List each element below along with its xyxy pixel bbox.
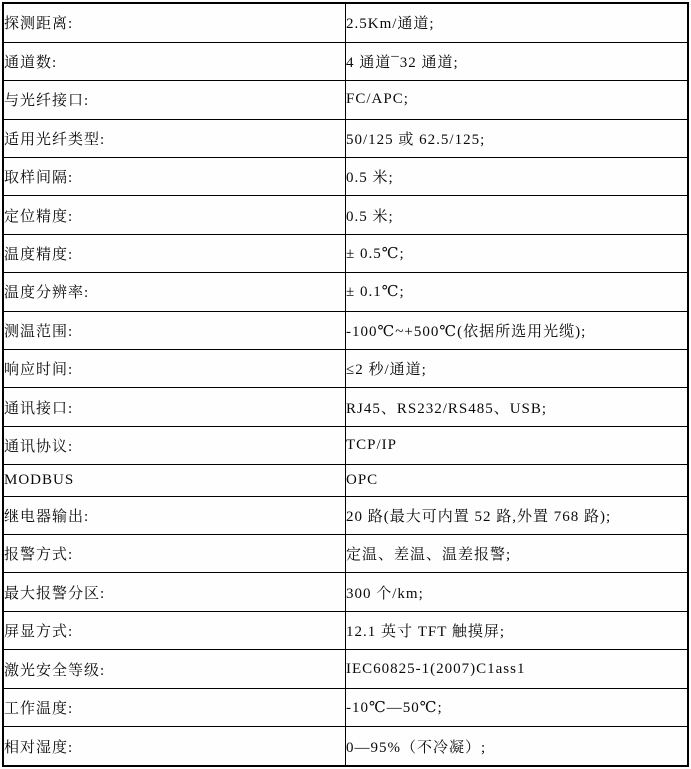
- spec-value: 4 通道¯32 通道;: [346, 42, 689, 80]
- spec-label: 响应时间:: [3, 350, 346, 388]
- spec-value: 300 个/km;: [346, 573, 689, 611]
- spec-label: 通讯协议:: [3, 426, 346, 464]
- spec-label: 探测距离:: [3, 3, 346, 42]
- spec-value: IEC60825-1(2007)C1ass1: [346, 650, 689, 688]
- table-row: [3, 611, 688, 649]
- table-row: [3, 311, 688, 349]
- spec-label: 通道数:: [3, 42, 346, 80]
- table-row: [3, 81, 688, 119]
- spec-value: -100℃~+500℃(依据所选用光缆);: [346, 311, 689, 349]
- spec-label: 温度精度:: [3, 234, 346, 272]
- spec-label: 取样间隔:: [3, 158, 346, 196]
- spec-label: 最大报警分区:: [3, 573, 346, 611]
- spec-value: RJ45、RS232/RS485、USB;: [346, 388, 689, 426]
- spec-label: 温度分辨率:: [3, 273, 346, 311]
- spec-value: FC/APC;: [346, 81, 689, 119]
- spec-value: 50/125 或 62.5/125;: [346, 119, 689, 157]
- spec-value: ± 0.5℃;: [346, 234, 689, 272]
- table-row: [3, 3, 688, 42]
- table-row: [3, 350, 688, 388]
- spec-value: OPC: [346, 465, 689, 496]
- spec-value: ≤2 秒/通道;: [346, 350, 689, 388]
- table-row: [3, 650, 688, 688]
- spec-label: 相对湿度:: [3, 727, 346, 766]
- table-row: [3, 727, 688, 766]
- table-row: [3, 234, 688, 272]
- spec-value: 12.1 英寸 TFT 触摸屏;: [346, 611, 689, 649]
- spec-value: -10℃—50℃;: [346, 688, 689, 726]
- spec-label: 工作温度:: [3, 688, 346, 726]
- table-row: [3, 688, 688, 726]
- spec-label: 屏显方式:: [3, 611, 346, 649]
- spec-value: 0—95%（不冷凝）;: [346, 727, 689, 766]
- spec-label: 与光纤接口:: [3, 81, 346, 119]
- spec-label: 测温范围:: [3, 311, 346, 349]
- spec-table: [2, 2, 689, 767]
- spec-value: 2.5Km/通道;: [346, 3, 689, 42]
- table-row: [3, 119, 688, 157]
- spec-label: 通讯接口:: [3, 388, 346, 426]
- table-row: [3, 158, 688, 196]
- spec-label: 激光安全等级:: [3, 650, 346, 688]
- table-row: [3, 273, 688, 311]
- table-row: [3, 573, 688, 611]
- spec-value: 0.5 米;: [346, 158, 689, 196]
- spec-label: 继电器输出:: [3, 496, 346, 534]
- spec-label: 定位精度:: [3, 196, 346, 234]
- spec-value: 0.5 米;: [346, 196, 689, 234]
- spec-value: TCP/IP: [346, 426, 689, 464]
- spec-value: ± 0.1℃;: [346, 273, 689, 311]
- spec-label: 适用光纤类型:: [3, 119, 346, 157]
- table-row: [3, 426, 688, 464]
- spec-value: 定温、差温、温差报警;: [346, 535, 689, 573]
- spec-label: 报警方式:: [3, 535, 346, 573]
- table-row: [3, 535, 688, 573]
- table-row: [3, 196, 688, 234]
- spec-label: MODBUS: [3, 465, 346, 496]
- spec-value: 20 路(最大可内置 52 路,外置 768 路);: [346, 496, 689, 534]
- table-row: [3, 388, 688, 426]
- table-row: [3, 465, 688, 496]
- table-row: [3, 42, 688, 80]
- table-row: [3, 496, 688, 534]
